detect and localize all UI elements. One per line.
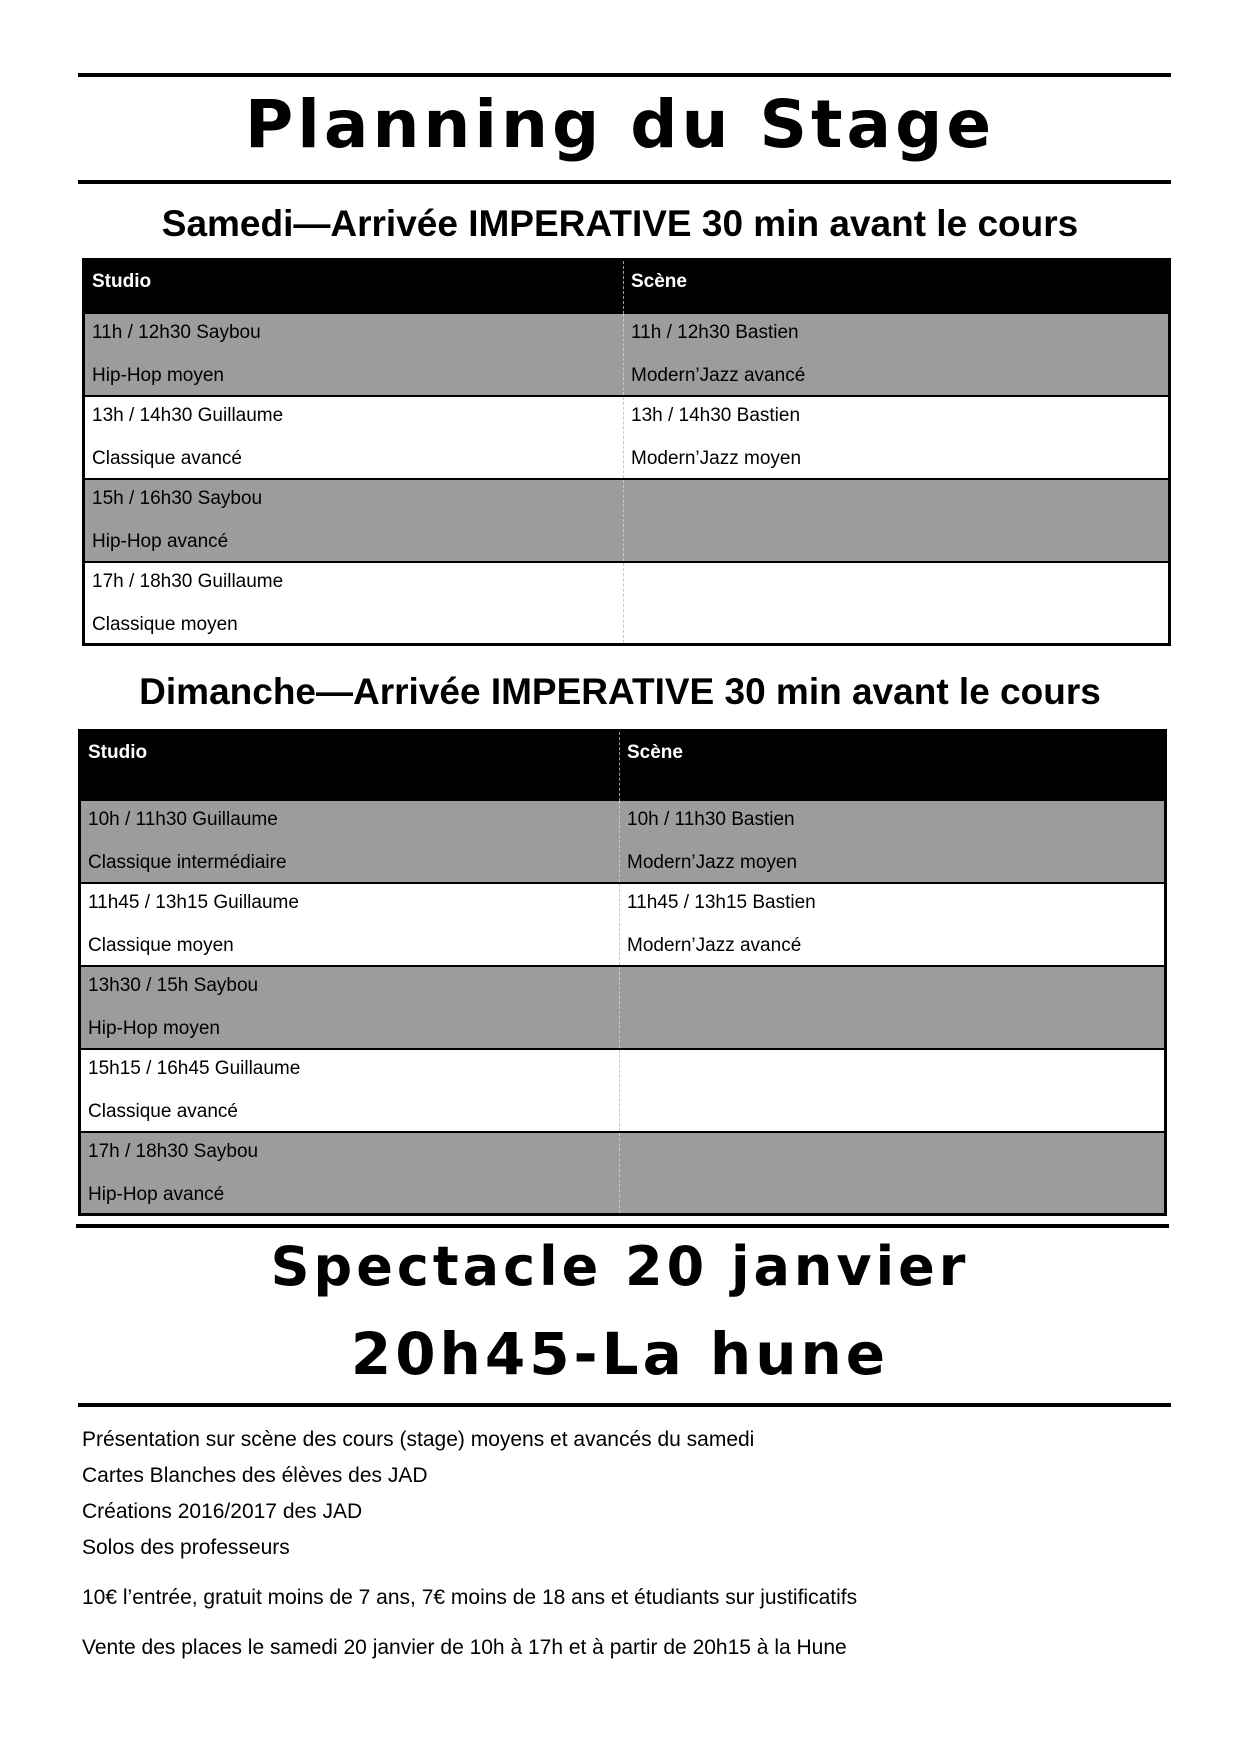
studio-time: 15h15 / 16h45 Guillaume: [88, 1057, 301, 1079]
spectacle-title: Spectacle 20 janvier: [270, 1235, 970, 1298]
sale-info: Vente des places le samedi 20 janvier de 10h à 17h et à partir de 20h15 à la Hune: [82, 1636, 847, 1659]
table-row: [80, 801, 1166, 883]
scene-course: [631, 531, 1161, 553]
studio-course: Classique avancé: [88, 1100, 238, 1122]
spectacle-bottom-rule: [78, 1403, 1171, 1407]
table-row: [80, 1132, 1166, 1215]
samedi-heading: Samedi—Arrivée IMPERATIVE 30 min avant le cours: [161, 203, 1079, 244]
scene-time: [631, 571, 1161, 593]
detail-line: Cartes Blanches des élèves des JAD: [82, 1464, 428, 1487]
detail-line: Créations 2016/2017 des JAD: [82, 1500, 363, 1523]
scene-course: [627, 1018, 1157, 1040]
studio-course: Classique moyen: [88, 934, 234, 956]
scene-course: Modern’Jazz avancé: [627, 934, 802, 956]
scene-course: [631, 614, 1161, 636]
table-row: [84, 314, 1170, 396]
studio-time: 15h / 16h30 Saybou: [92, 487, 263, 509]
detail-line: Présentation sur scène des cours (stage) moyens et avancés du samedi: [82, 1428, 755, 1451]
scene-course: [627, 1101, 1157, 1123]
samedi-col-studio: Studio: [84, 260, 624, 314]
scene-time: 13h / 14h30 Bastien: [631, 404, 801, 426]
scene-course: [627, 1184, 1157, 1206]
scene-course: Modern’Jazz moyen: [627, 851, 798, 873]
detail-line: Solos des professeurs: [82, 1536, 290, 1559]
studio-course: Hip-Hop moyen: [88, 1017, 220, 1039]
scene-time: [627, 975, 1157, 997]
dimanche-heading: Dimanche—Arrivée IMPERATIVE 30 min avant le cours: [139, 671, 1101, 712]
studio-course: Hip-Hop avancé: [88, 1183, 225, 1205]
studio-course: Classique avancé: [92, 447, 242, 469]
samedi-table: [82, 258, 1171, 646]
studio-time: 17h / 18h30 Saybou: [88, 1140, 259, 1162]
scene-time: [631, 488, 1161, 510]
table-row: [80, 966, 1166, 1049]
studio-course: Classique moyen: [92, 613, 238, 635]
table-row: [84, 479, 1170, 562]
scene-time: 10h / 11h30 Bastien: [627, 808, 795, 830]
table-row: [84, 562, 1170, 645]
top-rule: [78, 73, 1171, 77]
page-title: Planning du Stage: [244, 86, 996, 163]
table-row: [80, 1049, 1166, 1132]
dimanche-col-studio: Studio: [80, 731, 620, 801]
studio-time: 11h / 12h30 Saybou: [92, 321, 261, 343]
dimanche-table: [78, 729, 1167, 1216]
scene-time: [627, 1058, 1157, 1080]
spectacle-time-place: 20h45-La hune: [350, 1320, 890, 1388]
spectacle-top-rule: [76, 1224, 1169, 1228]
studio-time: 13h30 / 15h Saybou: [88, 974, 259, 996]
table-row: [80, 883, 1166, 966]
table-row: [84, 396, 1170, 479]
studio-time: 13h / 14h30 Guillaume: [92, 404, 284, 426]
studio-time: 11h45 / 13h15 Guillaume: [88, 891, 299, 913]
scene-time: [627, 1141, 1157, 1163]
scene-course: Modern’Jazz moyen: [631, 447, 802, 469]
studio-course: Hip-Hop moyen: [92, 364, 224, 386]
studio-time: 10h / 11h30 Guillaume: [88, 808, 278, 830]
scene-time: 11h45 / 13h15 Bastien: [627, 891, 816, 913]
studio-time: 17h / 18h30 Guillaume: [92, 570, 284, 592]
scene-time: 11h / 12h30 Bastien: [631, 321, 799, 343]
title-rule: [78, 180, 1171, 184]
studio-course: Classique intermédiaire: [88, 851, 287, 873]
spectacle-details: [82, 1422, 857, 1666]
studio-course: Hip-Hop avancé: [92, 530, 229, 552]
price-info: 10€ l’entrée, gratuit moins de 7 ans, 7€ moins de 18 ans et étudiants sur justificatifs: [82, 1586, 858, 1609]
samedi-col-scene: Scène: [624, 260, 1170, 314]
scene-course: Modern’Jazz avancé: [631, 364, 806, 386]
dimanche-col-scene: Scène: [620, 731, 1166, 801]
